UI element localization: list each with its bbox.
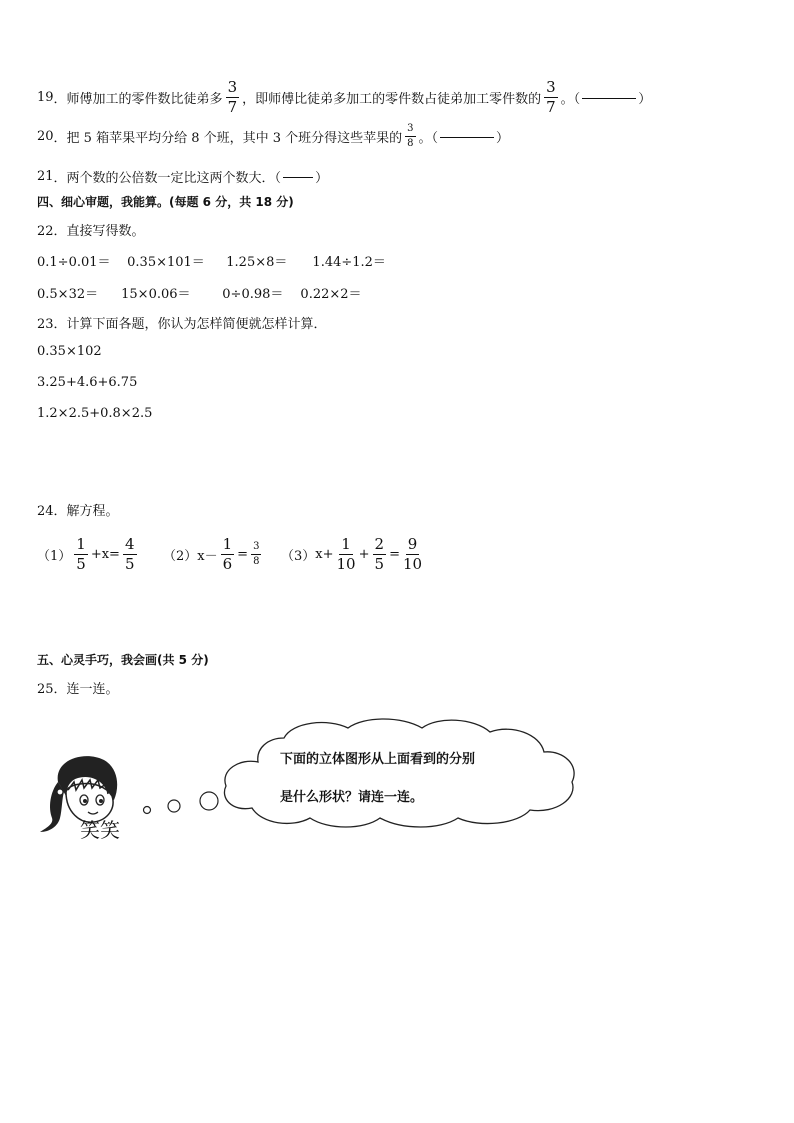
question-19 <box>37 80 651 115</box>
q19-frac1-denominator: 7 <box>227 98 238 116</box>
q24-equation-2 <box>163 537 281 572</box>
q24-title: 24．解方程。 <box>37 504 119 519</box>
eq2-f2-numerator: 3 <box>251 542 261 555</box>
section-4-heading: 四、细心审题，我能算。(每题 6 分，共 18 分) <box>37 195 294 209</box>
q21-text-a: ．两个数的公倍数一定比这两个数大．（ <box>53 171 282 186</box>
q22-item: 1.25×8＝ <box>226 255 288 270</box>
q20-frac-denominator: 8 <box>407 138 414 149</box>
q23-item-2: 3.25+4.6+6.75 <box>37 375 138 390</box>
eq1-label: （1） <box>37 549 72 564</box>
q21-text-b: ） <box>315 171 329 186</box>
eq2-f1-denominator: 6 <box>222 555 233 573</box>
eq1-mid: +x= <box>90 547 120 562</box>
q19-text-b: ，即师傅比徒弟多加工的零件数占徒弟加工零件数的 <box>242 92 542 107</box>
q20-text-b: 。（ <box>418 131 439 146</box>
q22-item: 0.22×2＝ <box>300 287 362 302</box>
q23-title: 23．计算下面各题，你认为怎样简便就怎样计算． <box>37 317 327 332</box>
speech-cloud-icon <box>218 714 582 834</box>
question-20 <box>37 124 509 149</box>
eq2-fraction-1 <box>221 537 235 572</box>
eq2-mid: = <box>237 547 249 562</box>
eq1-f1-numerator: 1 <box>76 535 86 553</box>
eq2-f2-denominator: 8 <box>253 556 260 567</box>
eq3-op: + <box>358 547 370 562</box>
eq2-fraction-2 <box>251 542 261 567</box>
q22-item: 1.44÷1.2＝ <box>312 255 386 270</box>
q24-equation-3 <box>281 537 425 572</box>
eq3-label: （3） <box>281 549 316 564</box>
eq2-f1-numerator: 1 <box>222 535 233 553</box>
eq3-fraction-3 <box>403 537 422 572</box>
q19-fraction-1 <box>226 80 240 115</box>
q24-equations <box>37 537 425 572</box>
eq1-f2-numerator: 4 <box>124 535 135 553</box>
q21-answer-blank[interactable] <box>283 176 313 178</box>
q19-frac2-numerator: 3 <box>546 78 556 96</box>
question-21 <box>37 167 328 186</box>
q20-frac-numerator: 3 <box>405 124 415 137</box>
q23-item-3: 1.2×2.5+0.8×2.5 <box>37 406 153 421</box>
eq1-f1-denominator: 5 <box>76 555 86 573</box>
eq1-fraction-2 <box>123 537 137 572</box>
cloud-text-line-1: 下面的立体图形从上面看到的分别 <box>280 752 476 767</box>
q22-title: 22．直接写得数。 <box>37 224 145 239</box>
q23-item-1: 0.35×102 <box>37 344 102 359</box>
eq3-fraction-1 <box>337 537 356 572</box>
girl-name-label: 笑笑 <box>80 818 120 842</box>
eq3-pre: x+ <box>315 547 334 562</box>
eq1-fraction-1 <box>74 537 88 572</box>
q22-row-1 <box>37 251 386 270</box>
q20-fraction <box>405 124 415 149</box>
eq3-f3-numerator: 9 <box>407 535 418 553</box>
q20-answer-blank[interactable] <box>440 136 494 138</box>
q25-title: 25．连一连。 <box>37 682 119 697</box>
q22-row-2 <box>37 283 362 302</box>
q21-number: 21 <box>37 169 54 184</box>
q19-frac2-denominator: 7 <box>546 98 556 116</box>
eq3-fraction-2 <box>373 537 387 572</box>
q22-item: 0.5×32＝ <box>37 287 99 302</box>
section-5-heading: 五、心灵手巧，我会画(共 5 分) <box>37 653 209 667</box>
q20-number: 20 <box>37 129 54 144</box>
q22-item: 0.1÷0.01＝ <box>37 255 111 270</box>
q19-text-d: ） <box>638 92 652 107</box>
eq3-f1-denominator: 10 <box>336 555 356 573</box>
q19-number: 19 <box>37 90 54 105</box>
thought-bubbles-icon <box>138 788 224 818</box>
q20-text-c: ） <box>496 131 510 146</box>
eq2-label: （2） <box>163 549 198 564</box>
q19-frac1-numerator: 3 <box>227 78 238 96</box>
q24-equation-1 <box>37 537 163 572</box>
q20-text-a: ．把 5 箱苹果平均分给 8 个班，其中 3 个班分得这些苹果的 <box>53 131 403 146</box>
q22-item: 15×0.06＝ <box>121 287 191 302</box>
q19-fraction-2 <box>544 80 558 115</box>
q19-text-a: ．师傅加工的零件数比徒弟多 <box>53 92 223 107</box>
q22-item: 0.35×101＝ <box>127 255 205 270</box>
eq3-mid: = <box>389 547 400 562</box>
q22-item: 0÷0.98＝ <box>222 287 284 302</box>
eq3-f1-numerator: 1 <box>341 535 351 553</box>
q19-answer-blank[interactable] <box>582 97 636 99</box>
eq1-f2-denominator: 5 <box>124 555 135 573</box>
eq3-f2-denominator: 5 <box>374 555 385 573</box>
eq3-f3-denominator: 10 <box>402 555 423 573</box>
eq2-pre: x－ <box>197 549 218 564</box>
eq3-f2-numerator: 2 <box>374 535 385 553</box>
cloud-text-line-2: 是什么形状？请连一连。 <box>280 790 424 805</box>
q19-text-c: 。（ <box>560 92 581 107</box>
